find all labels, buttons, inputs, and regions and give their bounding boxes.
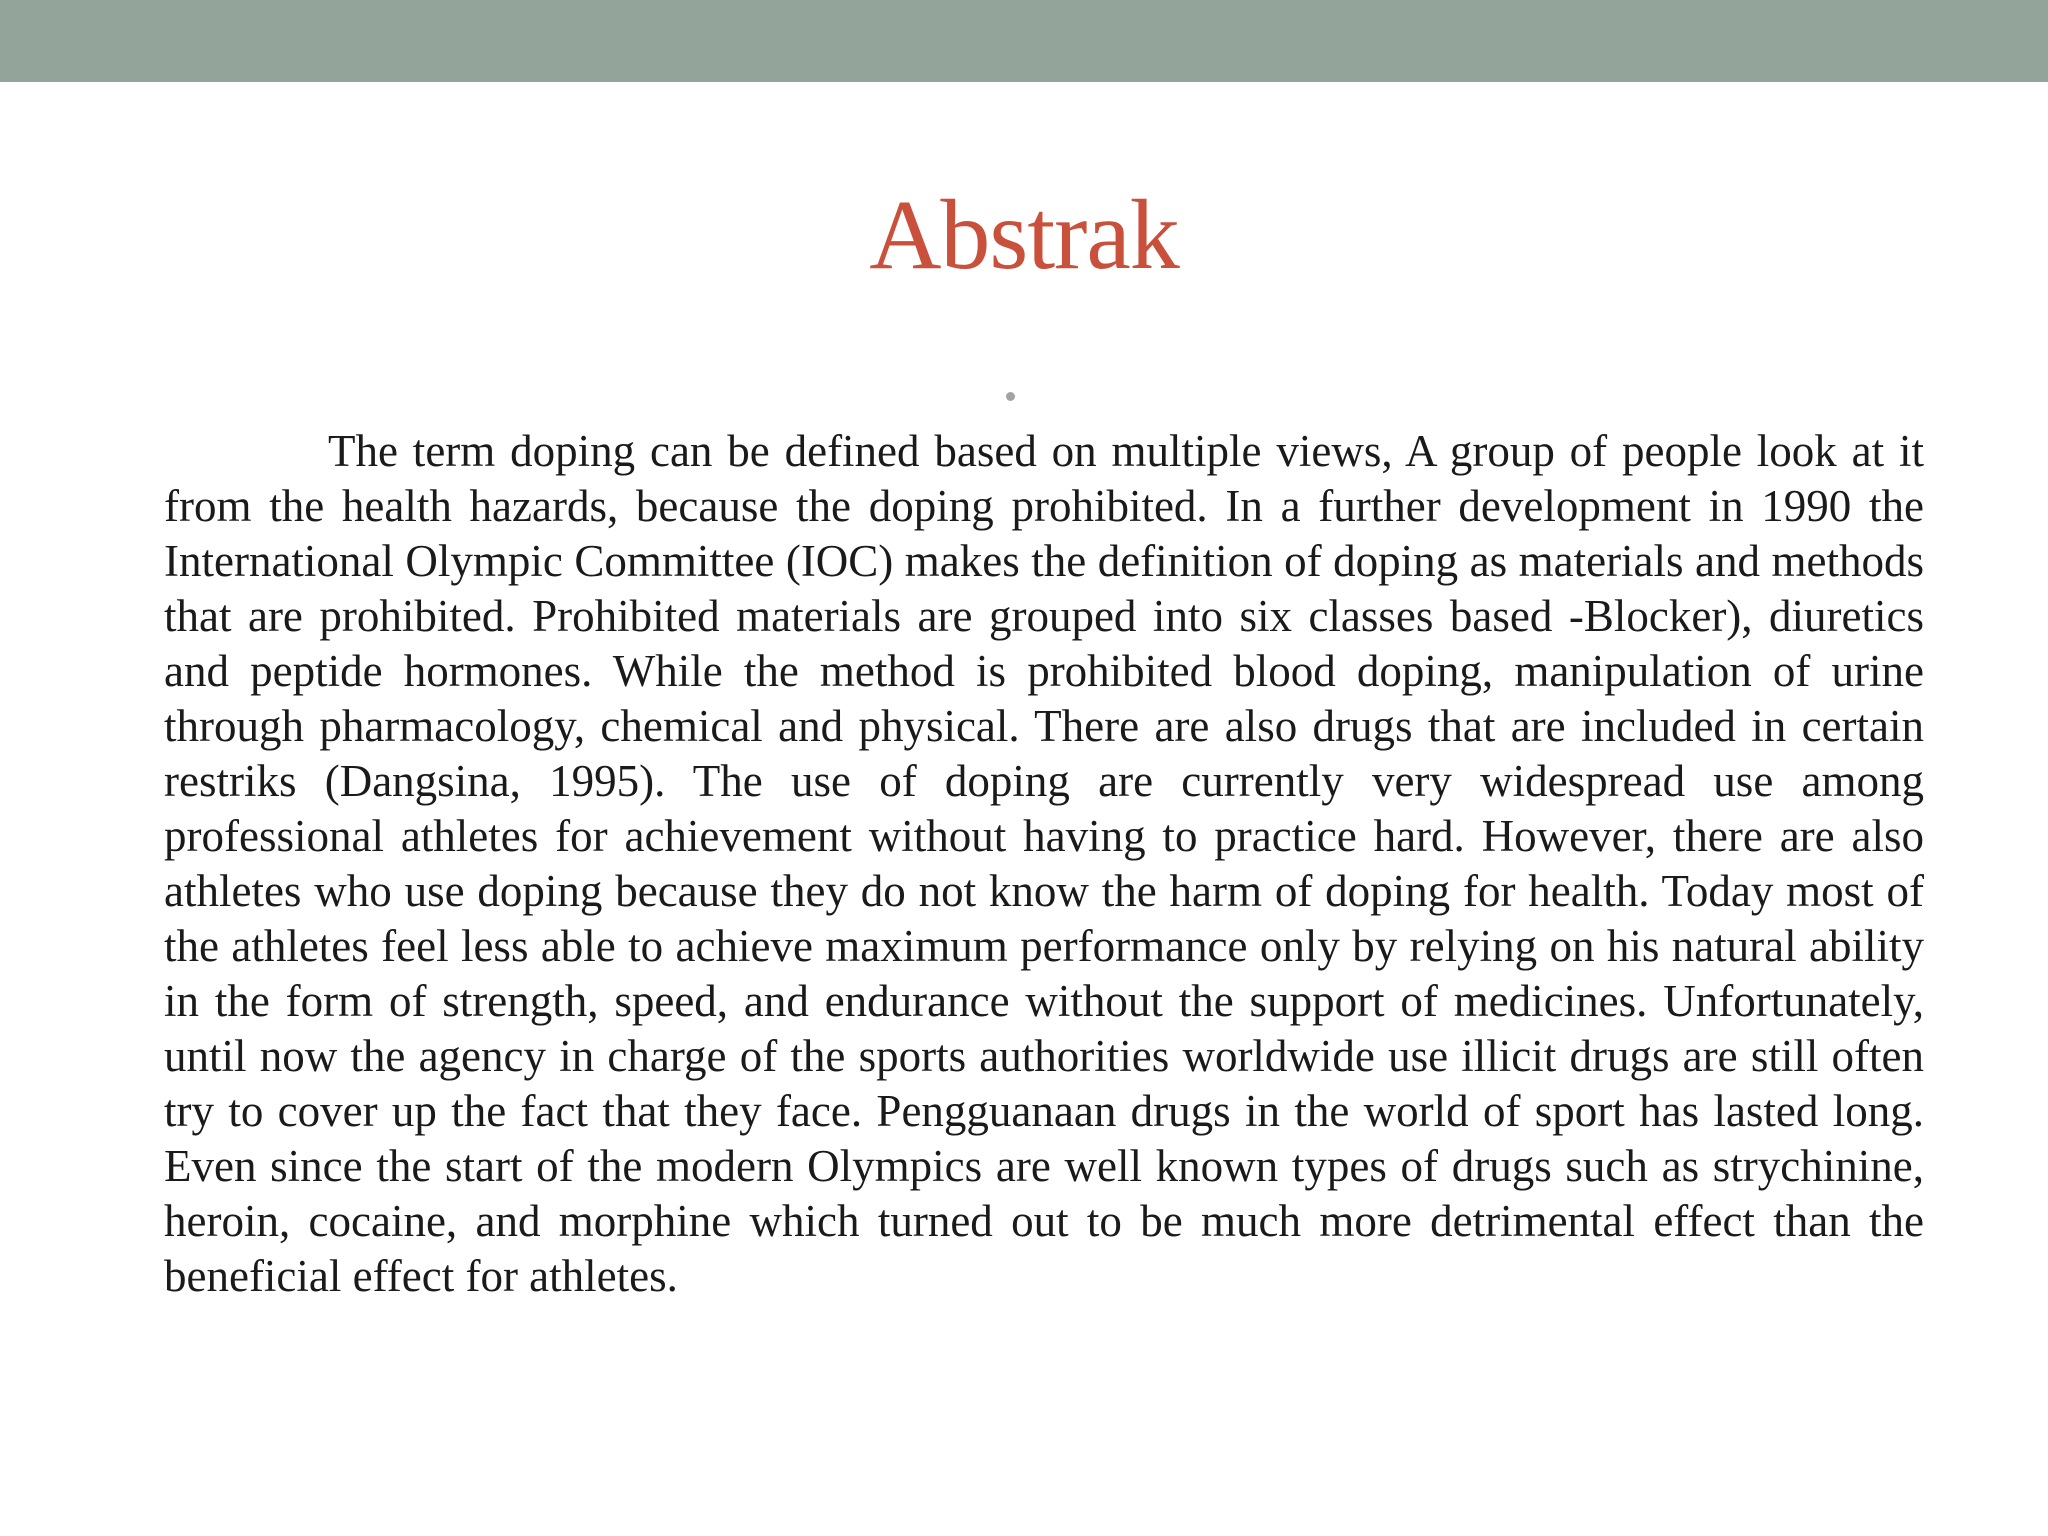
bullet-dot-icon xyxy=(1006,392,1015,401)
slide-header-bar xyxy=(0,0,2048,82)
slide-title: Abstrak xyxy=(869,179,1179,290)
abstract-paragraph: The term doping can be defined based on multiple views, A group of people look at it from the health hazards, because the doping prohibited. In a further development in 1990 the International Olympic Committee (IOC) makes the definition of doping as materials and methods that are prohibited. Prohibited materials are grouped into six classes based -Blocker), diuretics and peptide hormones. While the method is prohibited blood doping, manipulation of urine through pharmacology, chemical and physical. There are also drugs that are included in certain restriks (Dangsina, 1995). The use of doping are currently very widespread use among professional athletes for achievement without having to practice hard. However, there are also athletes who use doping because they do not know the harm of doping for health. Today most of the athletes feel less able to achieve maximum performance only by relying on his natural ability in the form of strength, speed, and endurance without the support of medicines. Unfortunately, until now the agency in charge of the sports authorities worldwide use illicit drugs are still often try to cover up the fact that they face. Pengguanaan drugs in the world of sport has lasted long. Even since the start of the modern Olympics are well known types of drugs such as strychinine, heroin, cocaine, and morphine which turned out to be much more detrimental effect than the beneficial effect for athletes. xyxy=(164,426,1924,1301)
